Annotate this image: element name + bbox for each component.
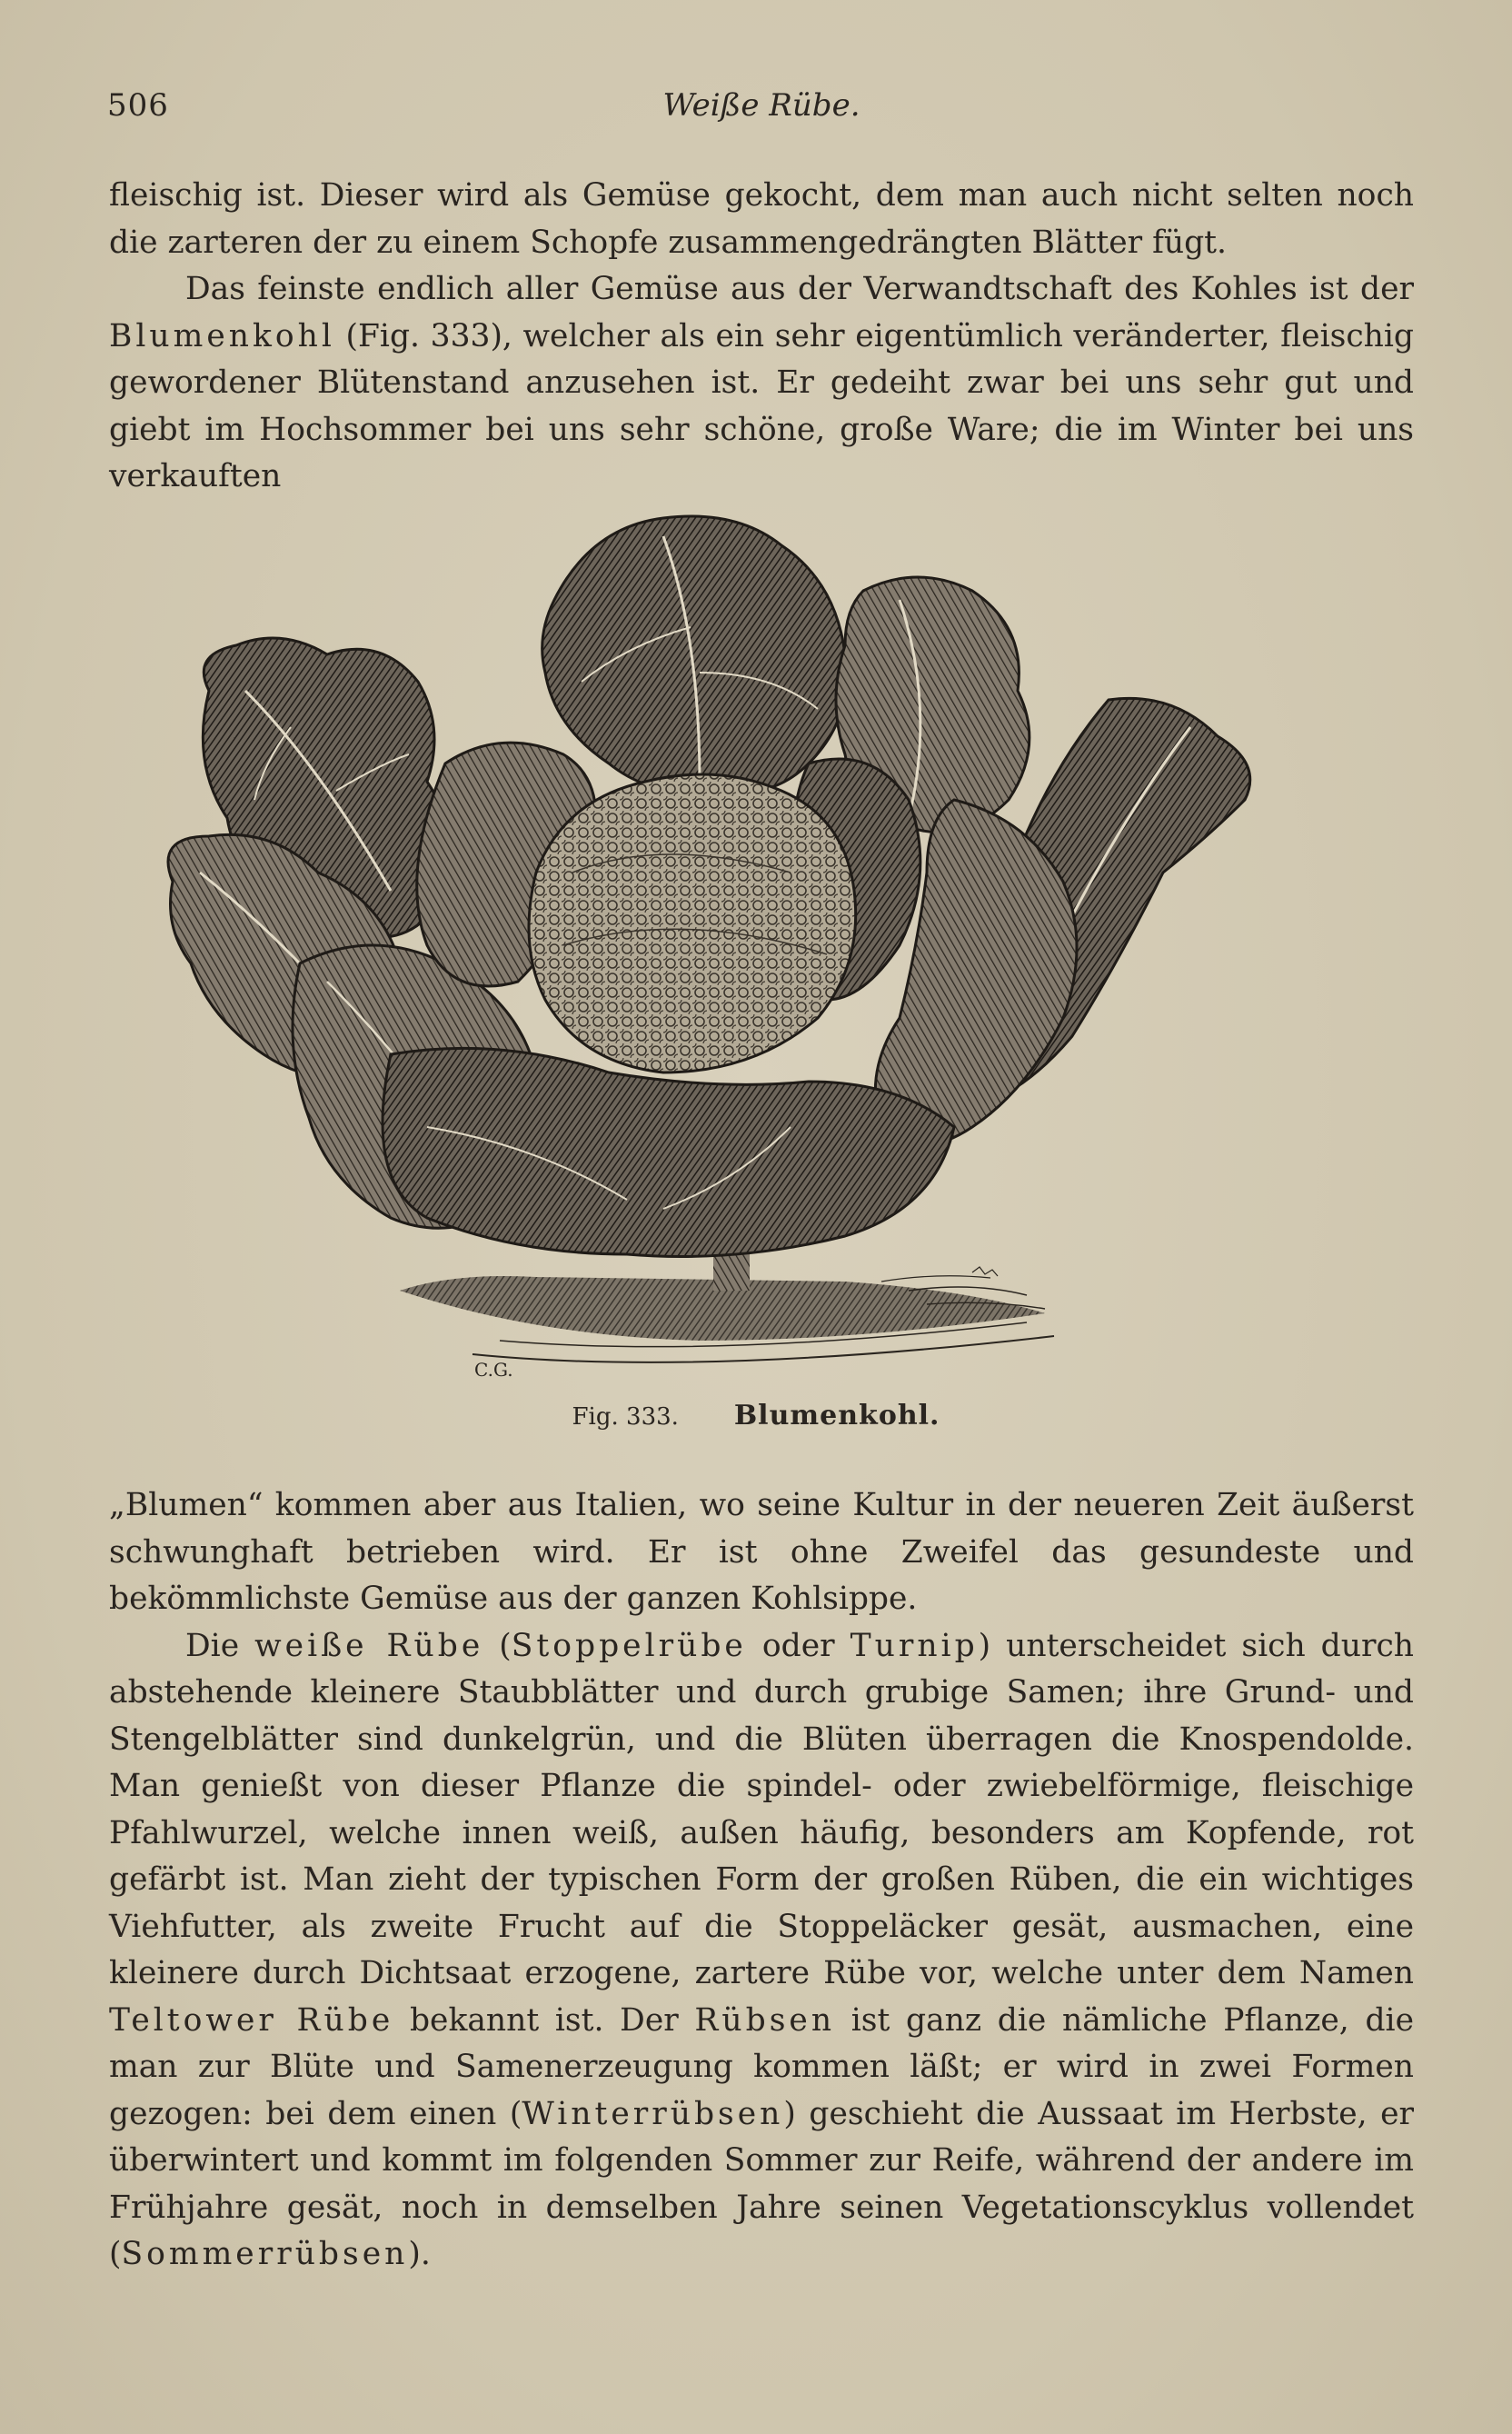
text-run: bekannt ist. Der: [409, 2001, 679, 2039]
term-teltower-ruebe: Teltower Rübe: [109, 2001, 394, 2039]
cauliflower-curd: [529, 774, 856, 1072]
text-run: (Fig. 333), welcher als ein sehr eigentümlich veränderter, fleischig gewordener Blütenstand anzusehen ist. Er gedeiht zwar bei uns sehr gut und giebt im Hochsommer bei uns sehr schöne, große Ware; die im Winter bei uns verkauften: [109, 317, 1414, 494]
term-winterruebsen: Winterrübsen: [522, 2095, 784, 2132]
figure-title: Blumenkohl.: [733, 1400, 940, 1431]
paragraph: „Blumen“ kommen aber aus Italien, wo seine Kultur in der neueren Zeit äußerst schwunghaft betrieben wird. Er ist ohne Zweifel das gesundeste und bekömmlichste Gemüse aus der ganzen Kohlsippe.: [109, 1487, 1414, 1617]
paragraph: fleischig ist. Dieser wird als Gemüse gekocht, dem man auch nicht selten noch die zarteren der zu einem Schopfe zusammengedrängten Blätter fügt.: [109, 177, 1414, 261]
text-block-top: [109, 173, 1414, 501]
running-head: Weiße Rübe.: [662, 87, 860, 124]
text-run: Die: [185, 1627, 240, 1664]
text-block-bottom: [109, 1482, 1414, 2279]
term-stoppelruebe: Stoppelrübe: [511, 1627, 747, 1664]
cauliflower-engraving: [154, 491, 1372, 1400]
page-header: [107, 87, 1416, 133]
term-ruebsen: Rübsen: [694, 2001, 836, 2039]
figure-label: Fig. 333.: [572, 1403, 679, 1431]
term-turnip: Turnip: [850, 1627, 979, 1664]
text-run: ) unterscheidet sich durch abstehende kleinere Staubblätter und durch grubige Samen; ihre Grund- und Stengelblätter sind dunkelgrün, und die Blüten überragen die Knospendolde. Man genießt von dieser Pflanze die spindel- oder zwiebelförmige, fleischige Pfahlwurzel, welche innen weiß, außen häufig, besonders am Kopfende, rot gefärbt ist. Man zieht der typischen Form der großen Rüben, die ein wichtiges Viehfutter, als zweite Frucht auf die Stoppeläcker gesät, ausmachen, eine kleinere durch Dichtsaat erzogene, zartere Rübe vor, welche unter dem Namen: [109, 1627, 1415, 1991]
engraver-signature: C.G.: [474, 1359, 513, 1381]
paragraph: [109, 1623, 1414, 2279]
text-run: ist ganz die nämliche Pflanze, die man zur Blüte und Samenerzeugung kommen läßt; er wird in zwei Formen gezogen: bei dem einen (: [109, 2001, 1414, 2132]
term-blumenkohl: Blumenkohl: [109, 317, 335, 354]
page-number: 506: [107, 87, 169, 124]
paragraph: [109, 266, 1414, 501]
term-weisse-ruebe: weiße Rübe: [254, 1627, 484, 1664]
text-run: oder: [761, 1627, 835, 1664]
term-sommerruebsen: Sommerrübsen: [121, 2236, 409, 2272]
cauliflower-illustration: [154, 491, 1372, 1400]
figure-caption: [0, 1400, 1512, 1431]
text-run: ).: [408, 2236, 431, 2272]
leaf: [542, 516, 847, 793]
text-run: ) geschieht die Aussaat im Herbste, er überwintert und kommt im folgenden Sommer zur Reife, während der andere im Frühjahre gesät, noch in demselben Jahre seinen Vegetationscyklus vollendet (: [109, 2095, 1414, 2272]
text-run: (: [499, 1627, 512, 1664]
text-run: Das feinste endlich aller Gemüse aus der Verwandtschaft des Kohles ist der: [185, 271, 1414, 307]
leaf: [383, 1048, 954, 1256]
